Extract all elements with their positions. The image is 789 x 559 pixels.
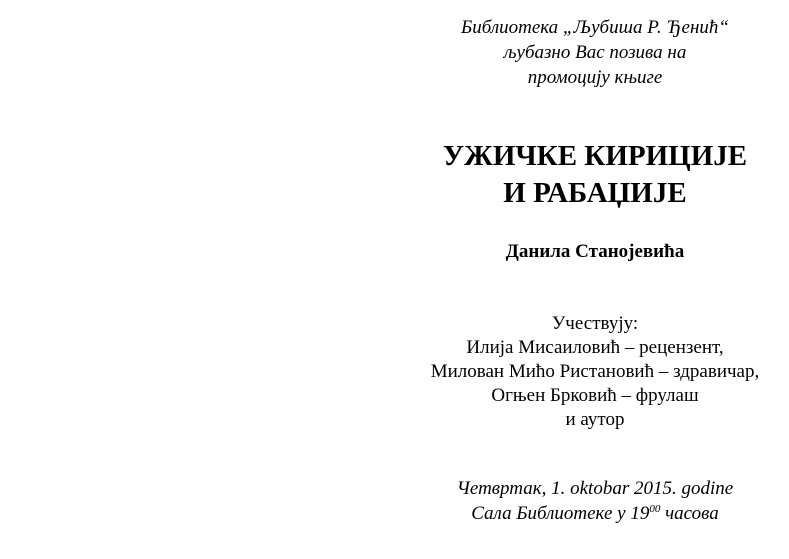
library-name: Библиотека „Љубиша Р. Ђенић“ — [461, 17, 729, 38]
event-time-minutes: 00 — [649, 503, 661, 515]
event-venue — [405, 501, 785, 526]
event-details — [405, 476, 785, 526]
invitation-phrase: љубазно Вас позива на — [503, 42, 687, 63]
book-title-line-2: И РАБАЏИЈЕ — [503, 177, 687, 209]
participant-flutist: Огњен Брковић – фрулаш — [491, 385, 699, 406]
participant-reviewer: Илија Мисаиловић – рецензент, — [466, 337, 724, 358]
participant-author: и аутор — [565, 409, 625, 430]
participants-list — [405, 312, 785, 432]
book-title-line-1: УЖИЧКЕ КИРИЦИЈЕ — [442, 140, 748, 172]
participants-heading: Учествују: — [551, 313, 639, 334]
event-date: Четвртак, 1. oktobar 2015. godine — [456, 478, 734, 499]
book-title — [405, 138, 785, 212]
invitation-intro — [405, 15, 785, 90]
event-venue-prefix: Сала Библиотеке у 19 — [471, 503, 650, 524]
participant-toastmaster: Милован Мићо Ристановић – здравичар, — [430, 361, 760, 382]
book-author: Данила Станојевића — [505, 241, 685, 262]
book-promotion-phrase: промоцију књиге — [527, 67, 663, 88]
event-venue-suffix: часова — [660, 503, 719, 524]
